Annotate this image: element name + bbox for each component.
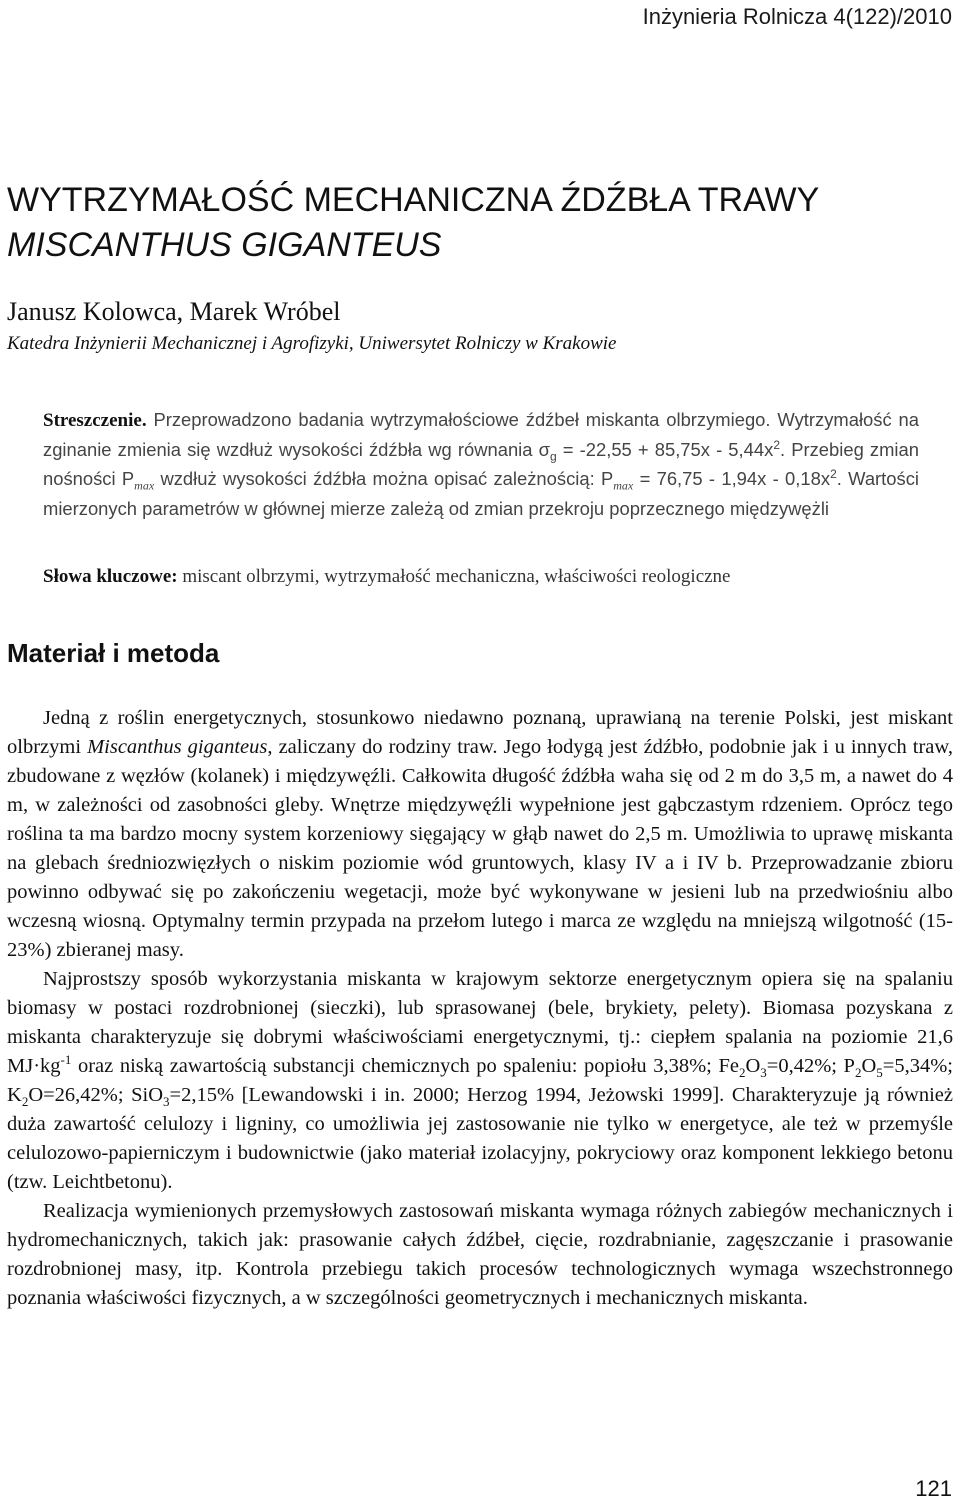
authors: Janusz Kolowca, Marek Wróbel [7,297,341,326]
subscript: 5 [876,1065,883,1081]
article-title [7,178,953,268]
abstract-label: Streszczenie. [43,410,147,431]
subscript: g [549,449,557,464]
paragraph-text: Jedną z roślin energetycznych, stosunkowo niedawno poznaną, uprawianą na terenie Polski, jest miskant olbrzymi [7,707,953,758]
paragraph-text: O=26,42%; SiO [28,1084,164,1106]
superscript: -1 [60,1052,72,1068]
body-text [7,704,953,1313]
paragraph-3: Realizacja wymienionych przemysłowych zastosowań miskanta wymaga różnych zabiegów mechanicznych i hydromechanicznych, takich jak: prasowanie całych źdźbeł, cięcie, rozdrabnianie, zagęszczanie i prasowanie rozdrobnionej masy, itp. Kontrola przebiegu takich procesów technologicznych wymaga wszechstronnego poznania właściwości fizycznych, a w szczególności geometrycznych i mechanicznych miskanta. [7,1200,953,1309]
paragraph-text: Najprostszy sposób wykorzystania miskanta w krajowym sektorze energetycznym opiera się na spalaniu biomasy w postaci rozdrobnionej (sieczki), lub sprasowanej (bele, brykiety, pelety). Biomasa pozyskana z miskanta charakteryzuje się dobrymi właściwościami energetycznymi, tj.: ciepłem spalania na poziomie 21,6 MJ·kg [7,968,953,1077]
paragraph-text: =5,34%; K [7,1055,953,1106]
section-heading: Materiał i metoda [7,638,220,668]
paragraph-text: O [745,1055,761,1077]
journal-header: Inżynieria Rolnicza 4(122)/2010 [642,4,952,29]
title-line-1: WYTRZYMAŁOŚĆ MECHANICZNA ŹDŹBŁA TRAWY [7,181,820,219]
abstract-text: = -22,55 + 85,75x - 5,44x [556,439,774,460]
subscript: 3 [760,1065,767,1081]
abstract-text: Przeprowadzono badania wytrzymałościowe źdźbeł miskanta olbrzymiego. Wytrzymałość na zginanie zmienia się wzdłuż wysokości źdźbła wg równania σ [43,409,919,460]
paragraph-text: =0,42%; P [766,1055,855,1077]
page-number: 121 [915,1476,952,1501]
title-line-2: MISCANTHUS GIGANTEUS [7,226,442,264]
subscript: 2 [854,1065,862,1081]
paragraph-text: oraz niską zawartością substancji chemicznych po spaleniu: popiołu 3,38%; Fe [71,1055,739,1077]
keywords-label: Słowa kluczowe: [43,566,178,587]
paragraph-text: O [861,1055,877,1077]
paragraph-text: , zaliczany do rodziny traw. Jego łodygą jest źdźbło, podobnie jak i u innych traw, zbudowane z węzłów (kolanek) i międzywęźli. Całkowita długość źdźbła waha się od 2 m do 3,5 m, a nawet do 4 m, w zależności od zasobności gleby. Wnętrze międzywęźli wypełnione jest gąbczastym rdzeniem. Oprócz tego roślina ta ma bardzo mocny system korzeniowy sięgający w głąb nawet do 2,5 m. Umożliwia to uprawę miskanta na glebach średniozwięzłych o niskim poziomie wód gruntowych, klasy IV a i IV b. Przeprowadzanie zbioru powinno odbywać się po zakończeniu wegetacji, może być wykonywane w jesieni lub na przedwiośniu albo wczesną wiosną. Optymalny termin przypada na przełom lutego i marca ze względu na mniejszą wilgotność (15-23%) zbieranej masy. [7,736,953,961]
subscript: 2 [21,1094,29,1110]
keywords-text: miscant olbrzymi, wytrzymałość mechaniczna, właściwości reologiczne [177,566,731,587]
abstract-text: . Przebieg zmian nośności P [43,439,919,489]
subscript: 2 [738,1065,746,1081]
paragraph-1 [7,704,953,965]
subscript: max [134,478,155,493]
subscript: 3 [163,1094,170,1110]
superscript: 2 [773,437,780,452]
affiliation: Katedra Inżynierii Mechanicznej i Agrofizyki, Uniwersytet Rolniczy w Krakowie [7,333,617,354]
paragraph-text: =2,15% [Lewandowski i in. 2000; Herzog 1994, Jeżowski 1999]. Charakteryzuje ją również duża zawartość celulozy i ligniny, co umożliwia jej zastosowanie nie tylko w energetyce, ale też w przemyśle celulozowo-papierniczym i budownictwie (jako materiał izolacyjny, pokryciowy oraz komponent lekkiego betonu (tzw. Leichtbetonu). [7,1084,953,1193]
species-name: Miscanthus giganteus [87,736,268,758]
superscript: 2 [830,466,837,481]
paragraph-2 [7,965,953,1197]
keywords [43,566,923,588]
abstract [43,405,919,523]
abstract-text: . Wartości mierzonych parametrów w głównej mierze zależą od zmian przekroju poprzecznego międzywężli [43,468,920,519]
subscript: max [613,478,634,493]
abstract-text: wzdłuż wysokości źdźbła można opisać zależnością: P [154,468,614,489]
abstract-text: = 76,75 - 1,94x - 0,18x [633,468,831,489]
